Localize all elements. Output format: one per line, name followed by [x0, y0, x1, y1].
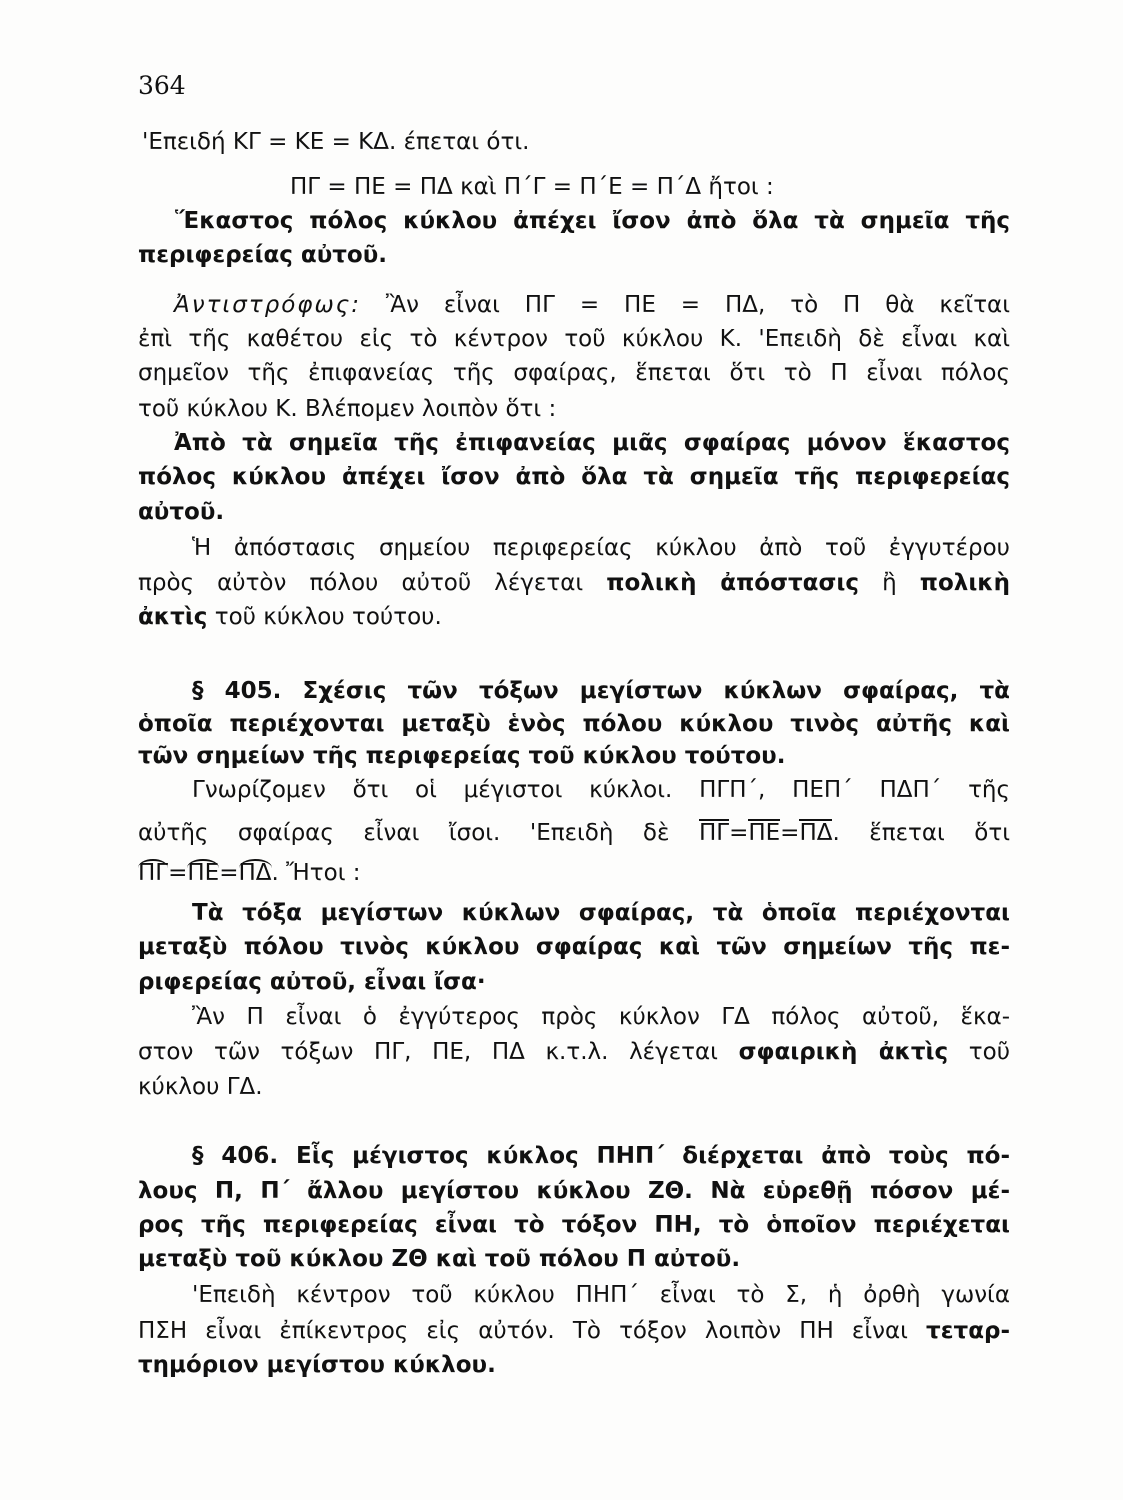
theorem-line: ριφερείας αὐτοῦ, εἶναι ἴσα·: [138, 969, 486, 995]
theorem-line: πόλος κύκλου ἀπέχει ἴσον ἀπὸ ὅλα τὰ σημεῖα τῆς περιφερείας: [138, 464, 1010, 490]
segment-overline: ΠΓ: [698, 820, 730, 846]
text-line: αὐτῆς σφαίρας εἶναι ἴσοι. 'Επειδὴ δὲ ΠΓ=ΠΕ=ΠΔ. ἕπεται ὅτι: [138, 820, 1010, 846]
theorem-line: Ἕκαστος πόλος κύκλου ἀπέχει ἴσον ἀπὸ ὅλα τὰ σημεῖα τῆς: [175, 208, 1010, 234]
text-line: σημεῖον τῆς ἐπιφανείας τῆς σφαίρας, ἕπεται ὅτι τὸ Π εἶναι πόλος: [138, 360, 1010, 386]
section-heading-line: ὁποῖα περιέχονται μεταξὺ ἑνὸς πόλου κύκλου τινὸς αὐτῆς καὶ: [138, 711, 1010, 737]
text-line: Ἡ ἀπόστασις σημείου περιφερείας κύκλου ἀπὸ τοῦ ἐγγυτέρου: [192, 535, 1010, 561]
section-heading-line: ρος τῆς περιφερείας εἶναι τὸ τόξον ΠΗ, τὸ ὁποῖον περιέχεται: [138, 1212, 1010, 1238]
arc-notation: ΠΓ: [138, 860, 169, 886]
text-line: Ἀντιστρόφως: Ἂν εἶναι ΠΓ = ΠΕ = ΠΔ, τὸ Π θὰ κεῖται: [174, 292, 1010, 318]
section-heading-405: § 405. Σχέσις τῶν τόξων μεγίστων κύκλων σφαίρας, τὰ: [192, 678, 1010, 704]
text-line: τοῦ κύκλου Κ. Βλέπομεν λοιπὸν ὅτι :: [138, 396, 557, 422]
section-heading-line: λους Π, Π΄ ἄλλου μεγίστου κύκλου ΖΘ. Νὰ εὑρεθῇ πόσον μέ-: [138, 1178, 1010, 1204]
theorem-line: αὐτοῦ.: [138, 499, 225, 525]
arc-notation: ΠΕ: [187, 860, 220, 886]
text-line: ἐπὶ τῆς καθέτου εἰς τὸ κέντρον τοῦ κύκλου Κ. 'Επειδὴ δὲ εἶναι καὶ: [138, 326, 1010, 352]
defined-term: πολικὴ: [919, 570, 1011, 596]
segment-overline: ΠΔ: [799, 820, 833, 846]
text-line: Γνωρίζομεν ὅτι οἱ μέγιστοι κύκλοι. ΠΓΠ΄, ΠΕΠ΄ ΠΔΠ΄ τῆς: [192, 777, 1010, 803]
text-line: ΠΓ=ΠΕ=ΠΔ. Ἤτοι :: [138, 860, 361, 886]
segment-overline: ΠΕ: [748, 820, 781, 846]
defined-term: ἀκτὶς: [138, 604, 208, 630]
page-number: 364: [138, 71, 186, 100]
theorem-line: μεταξὺ πόλου τινὸς κύκλου σφαίρας καὶ τῶν σημείων τῆς πε-: [138, 934, 1010, 960]
text-line: ΠΣΗ εἶναι ἐπίκεντρος εἰς αὐτόν. Τὸ τόξον λοιπὸν ΠΗ εἶναι τεταρ-: [138, 1318, 1011, 1344]
arc-notation: ΠΔ: [238, 860, 272, 886]
text-line: τημόριον μεγίστου κύκλου.: [138, 1352, 496, 1378]
theorem-line: περιφερείας αὐτοῦ.: [138, 242, 387, 268]
text-line: ἀκτὶς τοῦ κύκλου τούτου.: [138, 604, 442, 630]
defined-term: τεταρ-: [926, 1318, 1011, 1344]
text-line: κύκλου ΓΔ.: [138, 1074, 263, 1100]
theorem-line: Τὰ τόξα μεγίστων κύκλων σφαίρας, τὰ ὁποῖα περιέχονται: [192, 900, 1010, 926]
section-heading-line: τῶν σημείων τῆς περιφερείας τοῦ κύκλου τούτου.: [138, 743, 786, 769]
text-line: Ἂν Π εἶναι ὁ ἐγγύτερος πρὸς κύκλον ΓΔ πόλος αὐτοῦ, ἕκα-: [192, 1004, 1010, 1030]
text-line: πρὸς αὐτὸν πόλου αὐτοῦ λέγεται πολικὴ ἀπόστασις ἢ πολικὴ: [138, 570, 1011, 596]
text-line: 'Επειδή ΚΓ = ΚΕ = ΚΔ. έπεται ότι.: [142, 129, 530, 155]
defined-term: σφαιρικὴ ἀκτὶς: [738, 1039, 949, 1065]
text-line: ΠΓ = ΠΕ = ΠΔ καὶ Π΄Γ = Π΄Ε = Π΄Δ ἤτοι :: [290, 174, 774, 200]
theorem-line: Ἀπὸ τὰ σημεῖα τῆς ἐπιφανείας μιᾶς σφαίρας μόνον ἕκαστος: [174, 430, 1010, 456]
defined-term: πολικὴ ἀπόστασις: [606, 570, 859, 596]
section-heading-406: § 406. Εἷς μέγιστος κύκλος ΠΗΠ΄ διέρχεται ἀπὸ τοὺς πό-: [192, 1143, 1010, 1169]
section-heading-line: μεταξὺ τοῦ κύκλου ΖΘ καὶ τοῦ πόλου Π αὐτοῦ.: [138, 1246, 741, 1272]
converse-label: Ἀντιστρόφως:: [174, 292, 361, 318]
text-line: στον τῶν τόξων ΠΓ, ΠΕ, ΠΔ κ.τ.λ. λέγεται σφαιρικὴ ἀκτὶς τοῦ: [138, 1039, 1011, 1065]
text-line: 'Επειδὴ κέντρον τοῦ κύκλου ΠΗΠ΄ εἶναι τὸ Σ, ἡ ὀρθὴ γωνία: [192, 1282, 1010, 1308]
